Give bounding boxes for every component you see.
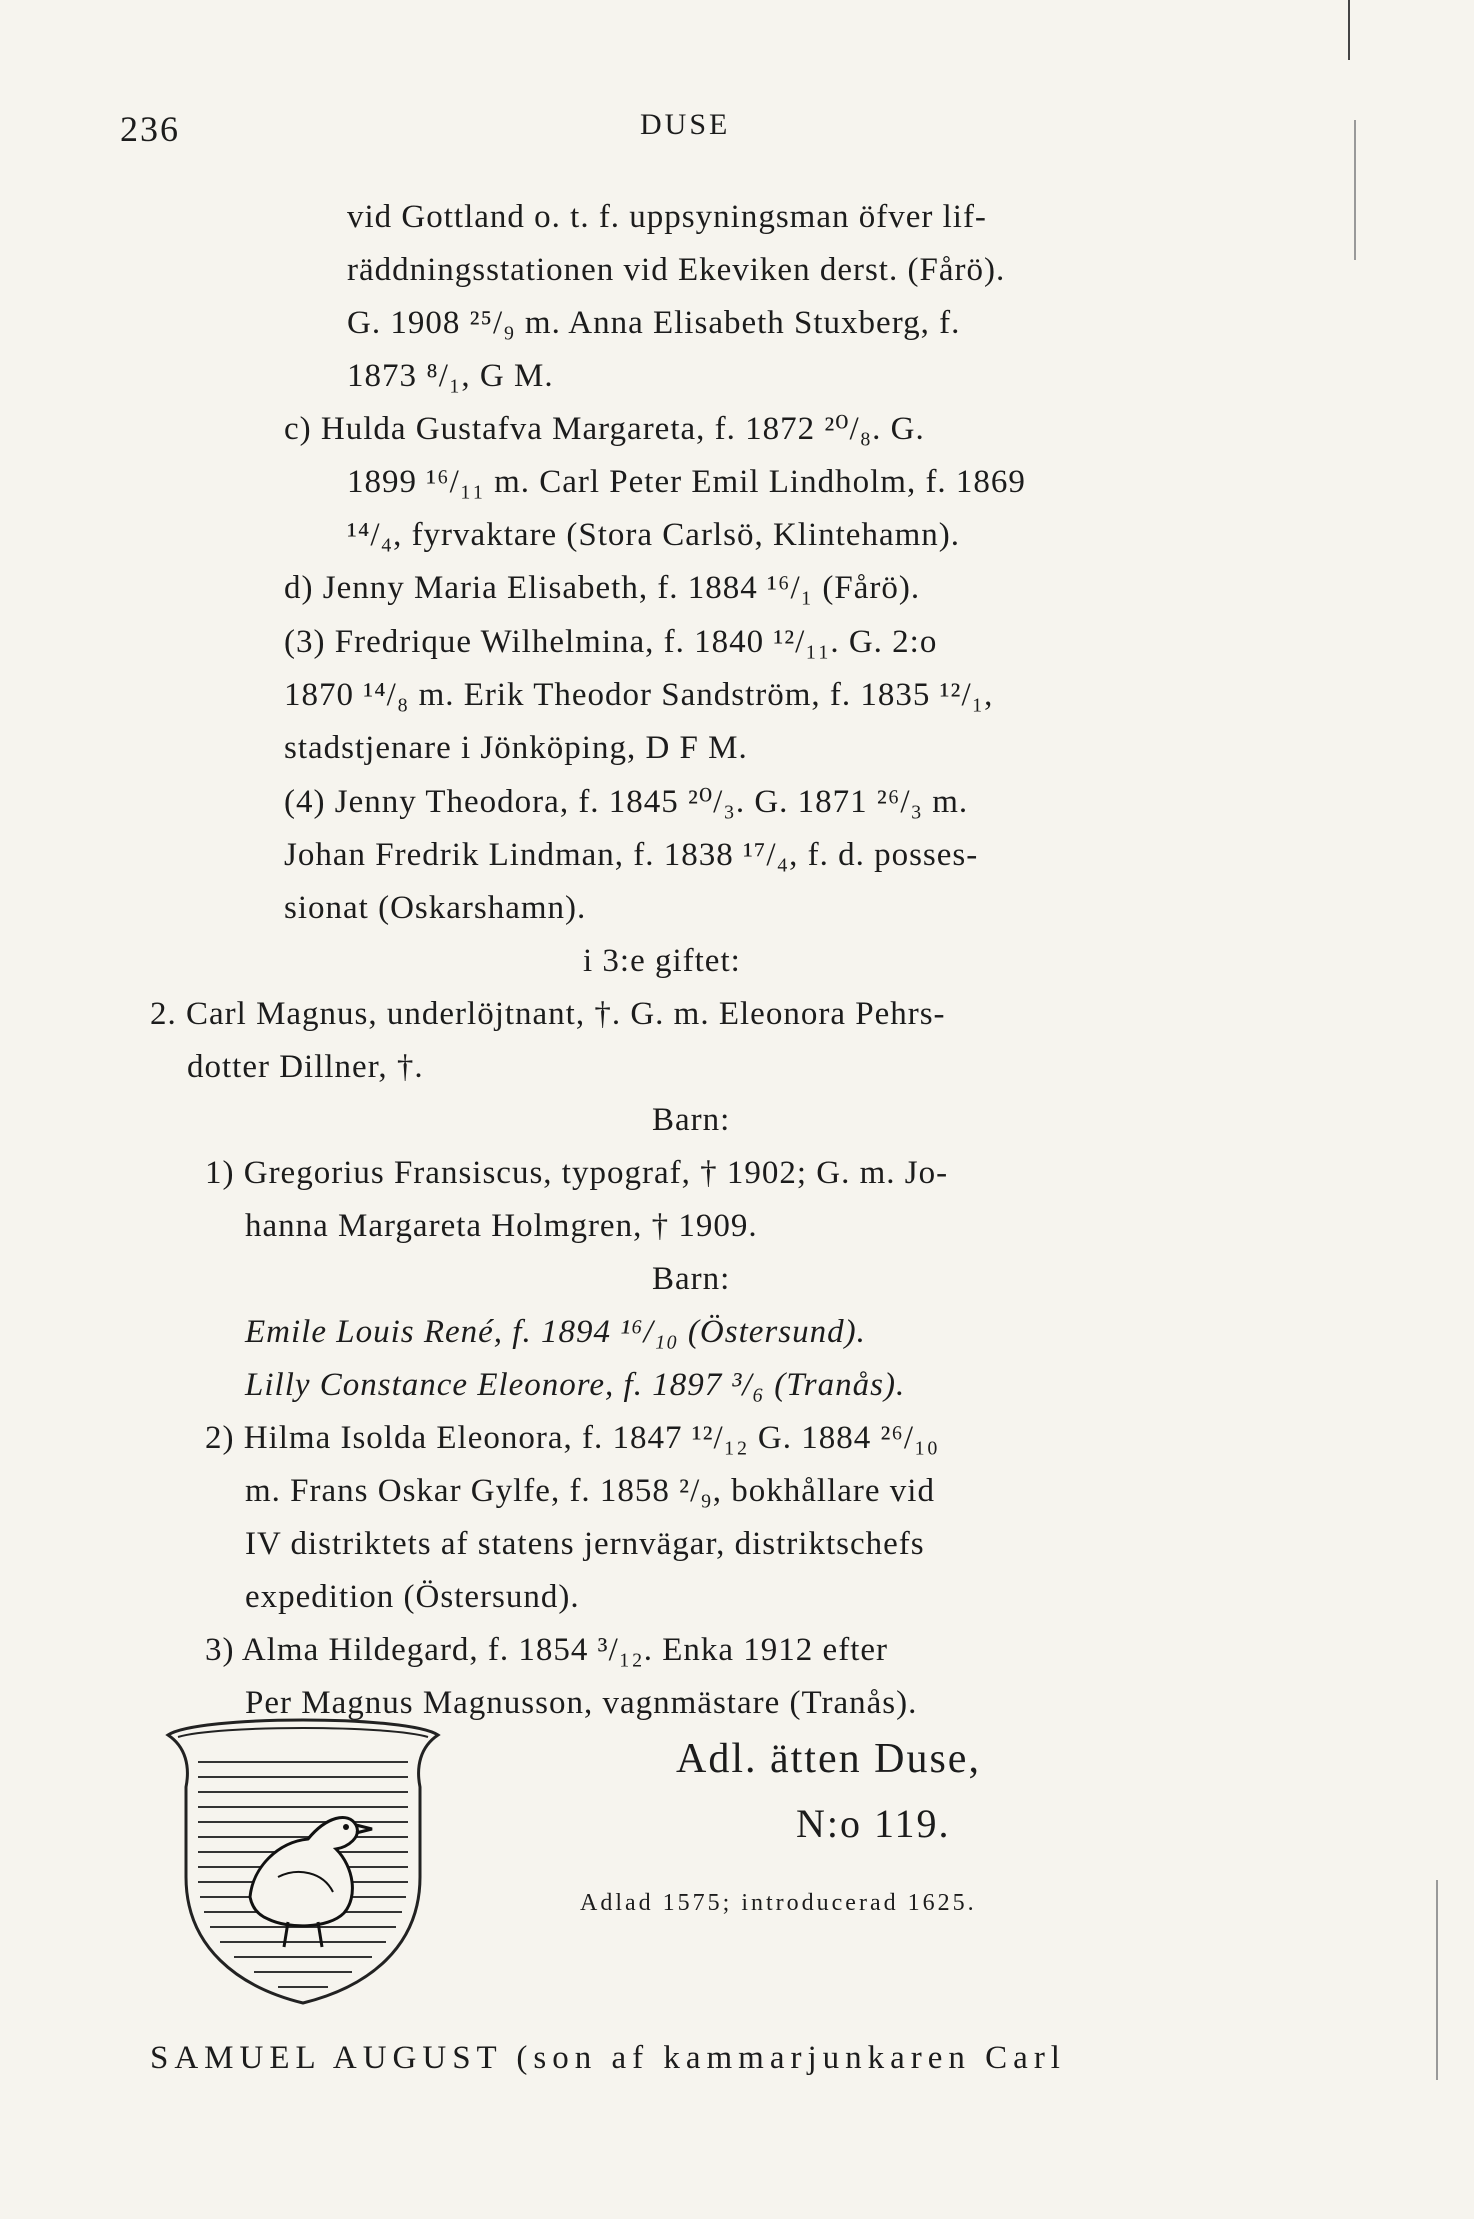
text-line: Per Magnus Magnusson, vagnmästare (Tranås). bbox=[245, 1685, 918, 1721]
text-line: 1873 ⁸/₁, G M. bbox=[347, 358, 554, 394]
text-line: c) Hulda Gustafva Margareta, f. 1872 ²⁰/₈. G. bbox=[284, 411, 925, 447]
text-line: vid Gottland o. t. f. uppsyningsman öfver lif- bbox=[347, 199, 987, 235]
text-line: 1899 ¹⁶/₁₁ m. Carl Peter Emil Lindholm, f. 1869 bbox=[347, 464, 1026, 500]
subheading: Barn: bbox=[652, 1102, 731, 1138]
text-line: 2) Hilma Isolda Eleonora, f. 1847 ¹²/₁₂ G. 1884 ²⁶/₁₀ bbox=[205, 1420, 940, 1456]
text-line: expedition (Östersund). bbox=[245, 1579, 580, 1615]
text-line: räddningsstationen vid Ekeviken derst. (Fårö). bbox=[347, 252, 1006, 288]
scan-edge-mark bbox=[1354, 120, 1356, 260]
text-line: sionat (Oskarshamn). bbox=[284, 890, 587, 926]
family-title: Adl. ätten Duse, bbox=[676, 1736, 981, 1782]
family-number: N:o 119. bbox=[796, 1801, 951, 1846]
text-line: hanna Margareta Holmgren, † 1909. bbox=[245, 1208, 758, 1244]
text-line: ¹⁴/₄, fyrvaktare (Stora Carlsö, Klintehamn). bbox=[347, 517, 960, 553]
text-line: IV distriktets af statens jernvägar, distriktschefs bbox=[245, 1526, 925, 1562]
text-line: 3) Alma Hildegard, f. 1854 ³/₁₂. Enka 1912 efter bbox=[205, 1632, 888, 1668]
subheading: Barn: bbox=[652, 1261, 731, 1297]
running-title: DUSE bbox=[640, 108, 731, 141]
subheading: i 3:e giftet: bbox=[583, 943, 741, 979]
text-line: dotter Dillner, †. bbox=[187, 1049, 424, 1085]
text-line: Lilly Constance Eleonore, f. 1897 ³/₆ (Tranås). bbox=[245, 1367, 906, 1403]
text-line: G. 1908 ²⁵/₉ m. Anna Elisabeth Stuxberg, f. bbox=[347, 305, 961, 341]
text-line: Emile Louis René, f. 1894 ¹⁶/₁₀ (Östersund). bbox=[245, 1314, 866, 1350]
scan-edge-mark bbox=[1436, 1880, 1438, 2080]
scan-edge-mark bbox=[1348, 0, 1350, 60]
text-line: (3) Fredrique Wilhelmina, f. 1840 ¹²/₁₁. G. 2:o bbox=[284, 624, 938, 660]
page-number: 236 bbox=[120, 109, 180, 149]
text-line: 1) Gregorius Fransiscus, typograf, † 1902; G. m. Jo- bbox=[205, 1155, 949, 1191]
text-line: d) Jenny Maria Elisabeth, f. 1884 ¹⁶/₁ (Fårö). bbox=[284, 570, 921, 606]
coat-of-arms-icon bbox=[158, 1707, 448, 2007]
text-line: m. Frans Oskar Gylfe, f. 1858 ²/₉, bokhållare vid bbox=[245, 1473, 935, 1509]
family-ennoblement: Adlad 1575; introducerad 1625. bbox=[580, 1890, 977, 1916]
text-line: (4) Jenny Theodora, f. 1845 ²⁰/₃. G. 1871 ²⁶/₃ m. bbox=[284, 784, 969, 820]
text-line: SAMUEL AUGUST (son af kammarjunkaren Carl bbox=[150, 2040, 1066, 2076]
text-line: Johan Fredrik Lindman, f. 1838 ¹⁷/₄, f. d. posses- bbox=[284, 837, 979, 873]
text-line: stadstjenare i Jönköping, D F M. bbox=[284, 730, 748, 766]
text-line: 2. Carl Magnus, underlöjtnant, †. G. m. Eleonora Pehrs- bbox=[150, 996, 946, 1032]
text-line: 1870 ¹⁴/₈ m. Erik Theodor Sandström, f. 1835 ¹²/₁, bbox=[284, 677, 994, 713]
